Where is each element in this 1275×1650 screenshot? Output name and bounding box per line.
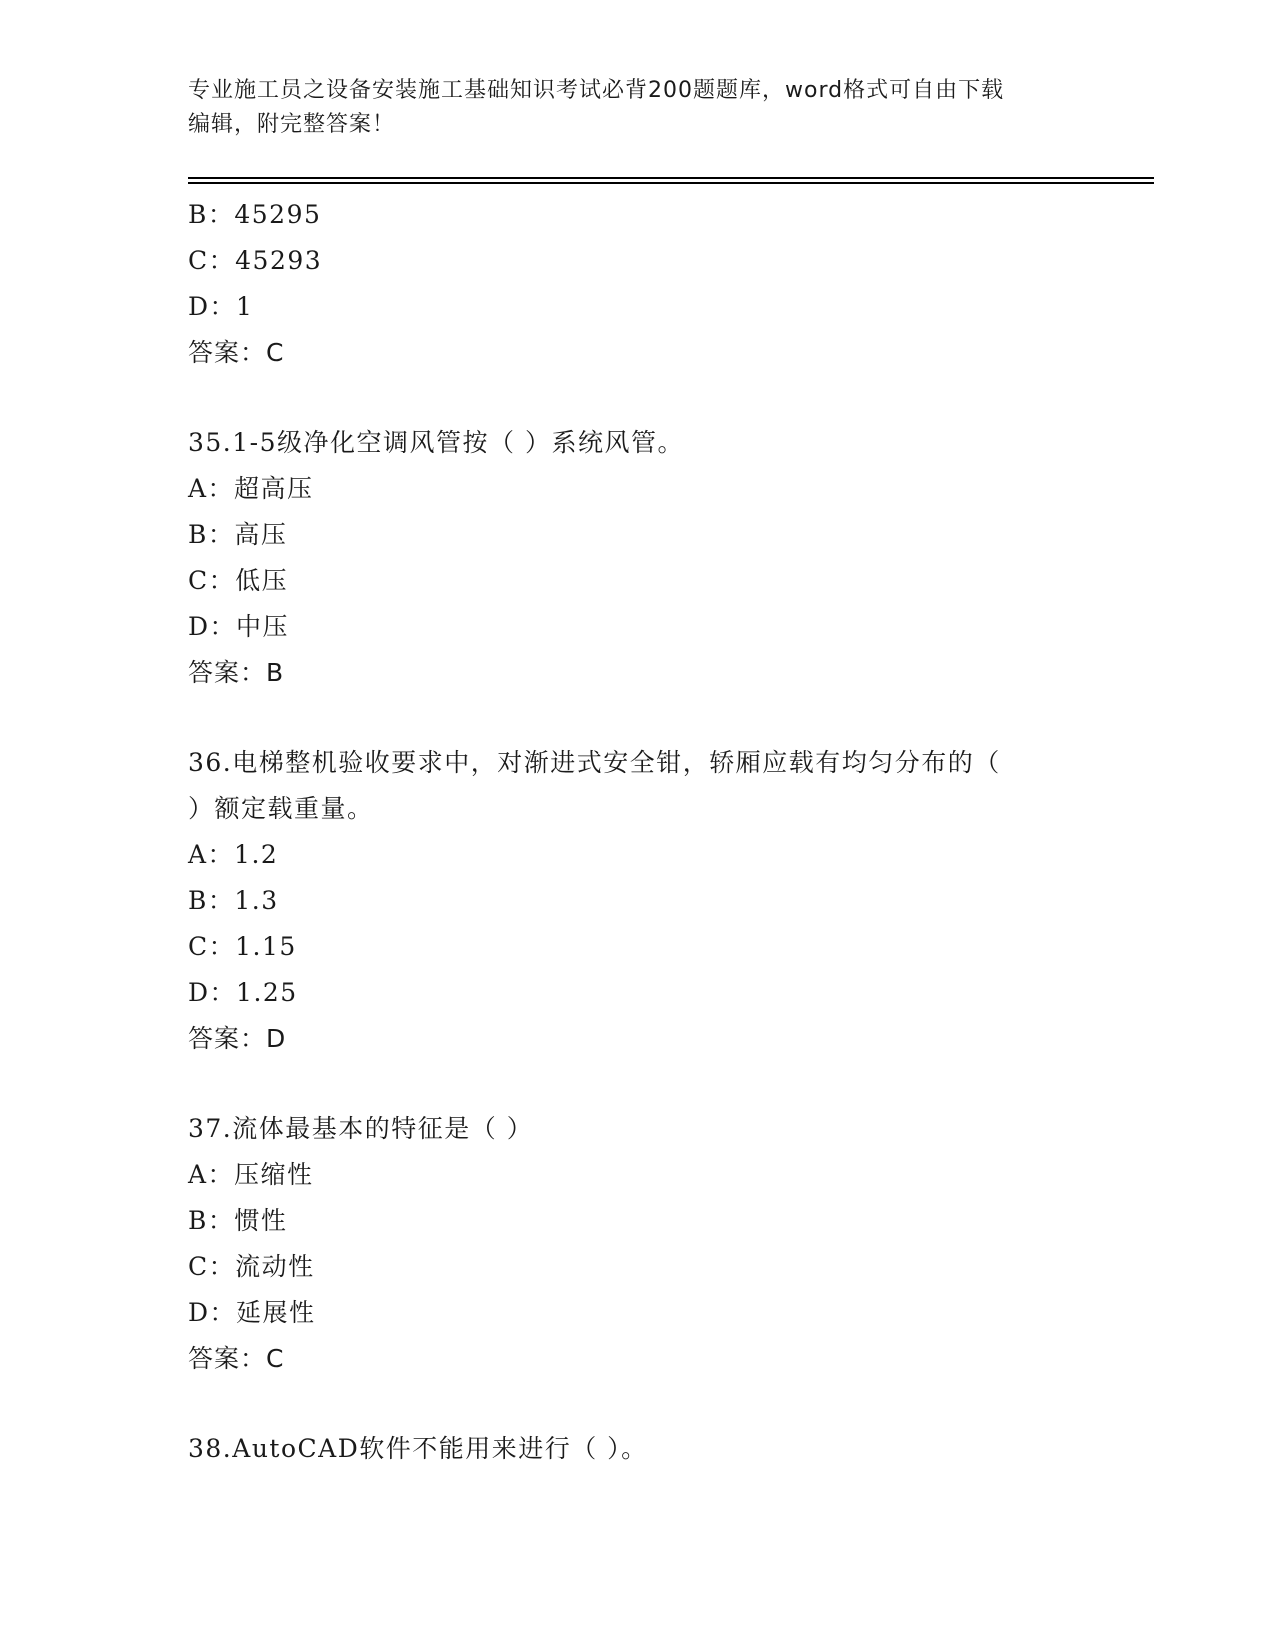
question-stem: 35.1-5级净化空调风管按（ ）系统风管。	[188, 428, 684, 457]
question-list	[188, 192, 1088, 1472]
option-b: B：惯性	[188, 1206, 288, 1235]
answer-line: 答案：D	[188, 1024, 287, 1053]
option-d: D：延展性	[188, 1298, 316, 1327]
question-stem: 37.流体最基本的特征是（ ）	[188, 1114, 534, 1143]
option-c: C：低压	[188, 566, 289, 595]
option-b: B：1.3	[188, 886, 279, 915]
option-c: C：45293	[188, 246, 323, 275]
option-d: D：1.25	[188, 978, 298, 1007]
option-c: C：流动性	[188, 1252, 315, 1281]
question-stem: 38.AutoCAD软件不能用来进行（ ）。	[188, 1434, 648, 1463]
header-title-line-1: 专业施工员之设备安装施工基础知识考试必背200题题库，word格式可自由下载	[188, 78, 1005, 103]
option-b: B：高压	[188, 520, 288, 549]
option-c: C：1.15	[188, 932, 297, 961]
answer-line: 答案：C	[188, 338, 285, 367]
question-35	[188, 420, 1088, 696]
header-title-line-2: 编辑，附完整答案！	[188, 112, 396, 137]
option-d: D：中压	[188, 612, 290, 641]
header-rule-bottom	[188, 182, 1154, 184]
option-a: A：超高压	[188, 474, 314, 503]
option-a: A：1.2	[188, 840, 279, 869]
answer-line: 答案：C	[188, 1344, 285, 1373]
option-d: D：1	[188, 292, 254, 321]
header-rule-top	[188, 177, 1154, 179]
question-34	[188, 192, 1088, 376]
option-b: B：45295	[188, 200, 322, 229]
option-a: A：压缩性	[188, 1160, 314, 1189]
question-stem-line-2: ）额定载重量。	[188, 794, 374, 823]
document-header	[188, 74, 1088, 142]
question-37	[188, 1106, 1088, 1382]
question-stem-line-1: 36.电梯整机验收要求中，对渐进式安全钳，轿厢应载有均匀分布的（	[188, 748, 1001, 777]
answer-line: 答案：B	[188, 658, 285, 687]
question-38	[188, 1426, 1088, 1472]
question-36	[188, 740, 1088, 1062]
